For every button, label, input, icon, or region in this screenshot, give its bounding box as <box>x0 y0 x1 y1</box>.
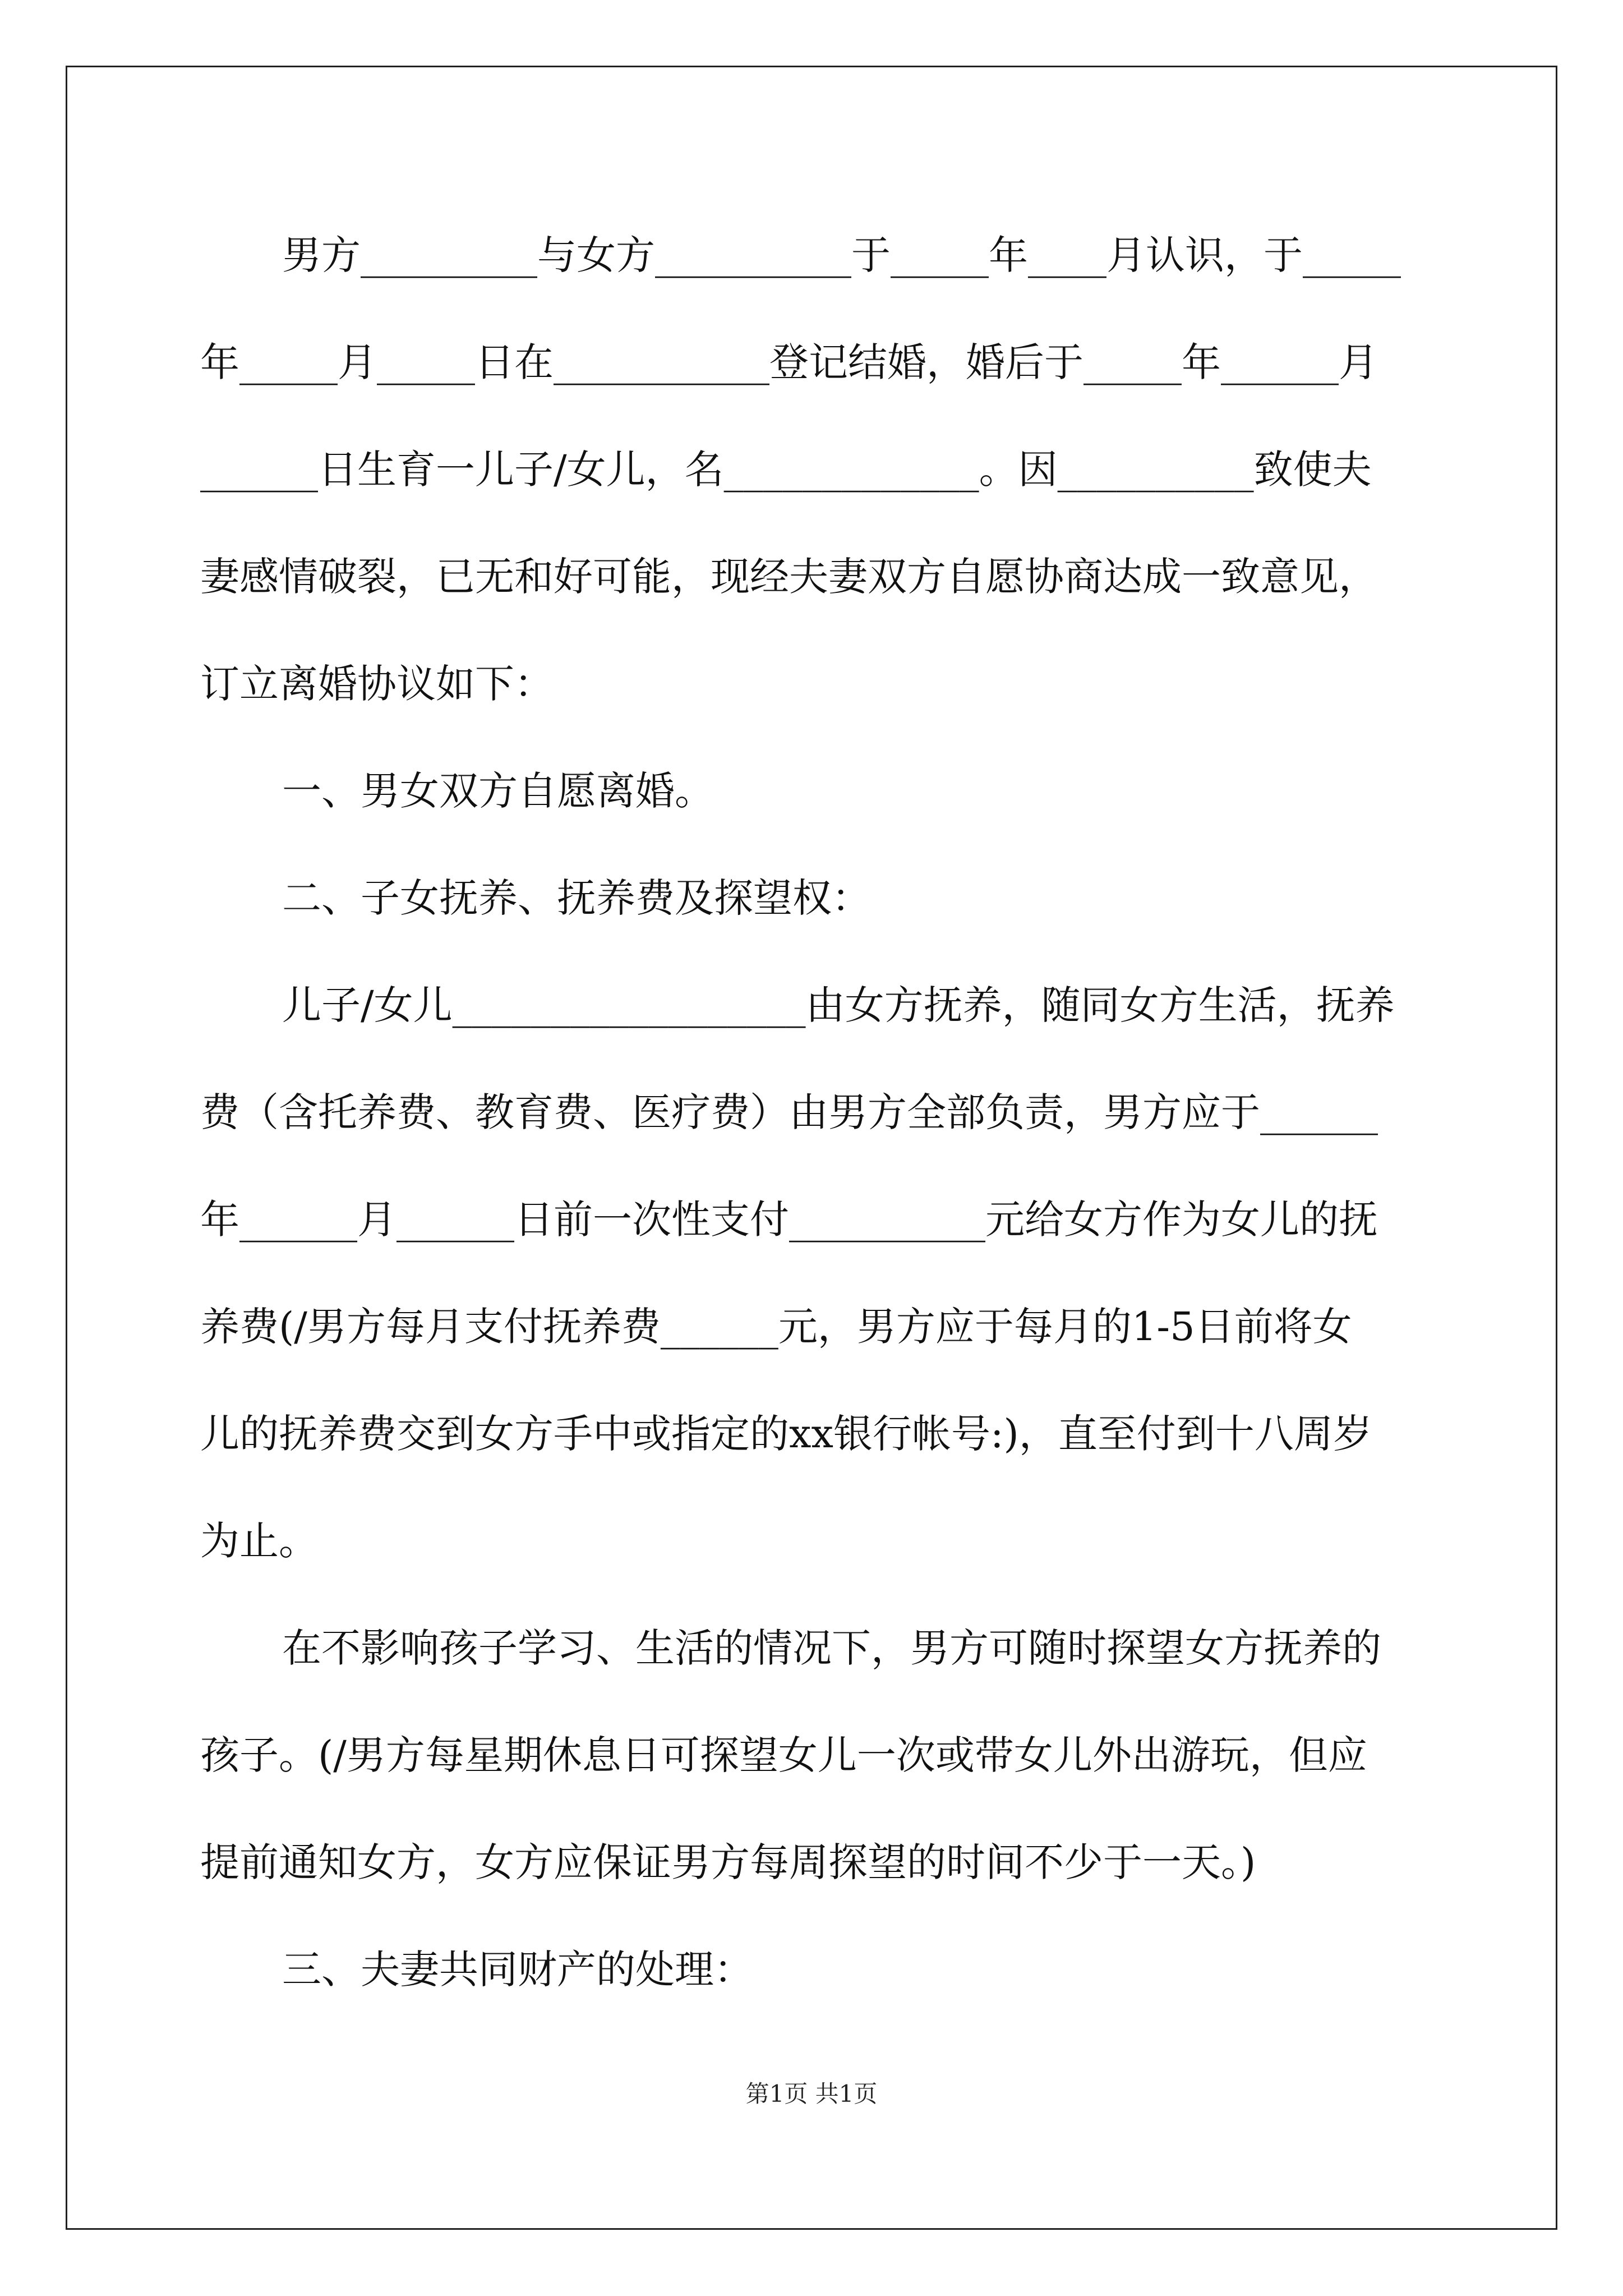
paragraph-line: 年______月______日前一次性支付__________元给女方作为女儿的抚 <box>200 1197 1378 1243</box>
document-body <box>200 202 1423 2023</box>
paragraph-line: 儿子/女儿__________________由女方抚养，随同女方生活，抚养 <box>282 982 1395 1028</box>
paragraph-line: 年_____月_____日在___________登记结婚，婚后于_____年______月 <box>200 339 1378 385</box>
page-footer: 第1页 共1页 <box>745 2080 878 2108</box>
paragraph-line: 提前通知女方，女方应保证男方每周探望的时间不少于一天。) <box>200 1839 1256 1885</box>
section-heading: 一、男女双方自愿离婚。 <box>282 768 714 814</box>
paragraph-line: 为止。 <box>200 1518 318 1564</box>
paragraph-line: 在不影响孩子学习、生活的情况下，男方可随时探望女方抚养的 <box>282 1625 1381 1671</box>
section-heading: 二、子女抚养、抚养费及探望权： <box>282 875 871 921</box>
paragraph-line: 订立离婚协议如下： <box>200 661 554 707</box>
paragraph-line: 儿的抚养费交到女方手中或指定的xx银行帐号:)，直至付到十八周岁 <box>200 1411 1372 1457</box>
paragraph-line: 费（含托养费、教育费、医疗费）由男方全部负责，男方应于______ <box>200 1089 1378 1135</box>
paragraph-line: 孩子。(/男方每星期休息日可探望女儿一次或带女儿外出游玩，但应 <box>200 1732 1367 1778</box>
paragraph-line: 养费(/男方每月支付抚养费______元，男方应于每月的1-5日前将女 <box>200 1304 1352 1350</box>
paragraph-line: ______日生育一儿子/女儿，名_____________。因__________致使夫 <box>200 447 1372 493</box>
section-heading: 三、夫妻共同财产的处理： <box>282 1947 753 1993</box>
paragraph-line: 妻感情破裂，已无和好可能，现经夫妻双方自愿协商达成一致意见， <box>200 554 1378 600</box>
paragraph-line: 男方_________与女方__________于_____年____月认识，于_____ <box>282 232 1401 278</box>
